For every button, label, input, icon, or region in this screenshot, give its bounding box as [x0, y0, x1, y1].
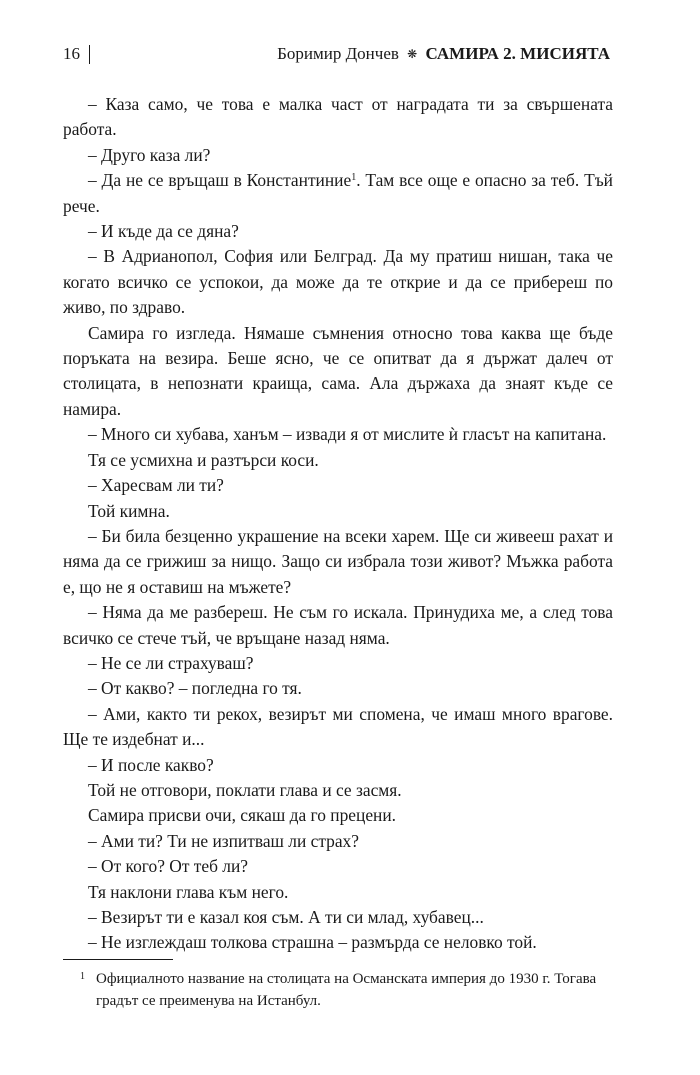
- paragraph: [63, 168, 613, 219]
- paragraph: – От какво? – погледна го тя.: [88, 678, 302, 699]
- footnote-text: Официалното название на столицата на Османската империя до 1930 г. Тогава градът се преименува на Истанбул.: [96, 971, 597, 1009]
- paragraph: – И после какво?: [88, 754, 214, 775]
- footnote: [63, 968, 623, 1012]
- paragraph-text: . Там все още е опасно за теб. Тъй рече.: [63, 170, 613, 216]
- paragraph: Самира присви очи, сякаш да го прецени.: [88, 805, 397, 826]
- paragraph: – Много си хубава, ханъм – извади я от мислите ѝ гласът на капитана.: [88, 424, 607, 445]
- header-divider: [89, 45, 90, 64]
- paragraph: – Би била безценно украшение на всеки харем. Ще си живееш рахат и няма да се грижиш за нищо. Защо си избрала този живот? Мъжка работа е, що не я оставиш на мъжете?: [63, 525, 613, 597]
- running-head: [277, 44, 610, 64]
- paragraph: – Везирът ти е казал коя съм. А ти си млад, хубавец...: [88, 907, 484, 927]
- footnote-reference: 1: [351, 172, 357, 184]
- paragraph: Той не отговори, поклати глава и се засмя.: [88, 779, 402, 800]
- footnote-mark: 1: [80, 971, 85, 982]
- body-text: [63, 92, 613, 956]
- page-header: [63, 44, 610, 68]
- paragraph-text: – Да не се връщаш в Константиние: [88, 170, 352, 191]
- paragraph: – Каза само, че това е малка част от наградата ти за свършената работа.: [63, 94, 613, 140]
- paragraph: – Харесвам ли ти?: [88, 475, 224, 496]
- paragraph: – Не изглеждаш толкова страшна – размърда се неловко той.: [88, 932, 537, 953]
- page-number: 16: [63, 44, 80, 63]
- book-title: САМИРА 2. МИСИЯТА: [425, 44, 610, 63]
- paragraph: – В Адрианопол, София или Белград. Да му пратиш нишан, така че когато всичко се успокои, да може да те открие и да се прибереш по живо, по здраво.: [63, 246, 613, 318]
- paragraph: – Друго каза ли?: [88, 144, 211, 165]
- footnote-divider: [63, 959, 173, 960]
- paragraph: – И къде да се дяна?: [88, 221, 239, 242]
- paragraph: Тя се усмихна и разтърси коси.: [88, 449, 319, 470]
- separator-ornament: ❋: [407, 47, 418, 61]
- paragraph: – Няма да ме разбереш. Не съм го искала. Принудиха ме, а след това всичко се стече тъй, че връщане назад няма.: [63, 602, 613, 648]
- paragraph: – Ами ти? Ти не изпитваш ли страх?: [88, 830, 359, 851]
- paragraph: Тя наклони глава към него.: [88, 881, 289, 902]
- paragraph: Той кимна.: [88, 500, 170, 521]
- paragraph: – Не се ли страхуваш?: [88, 652, 254, 673]
- paragraph: – От кого? От теб ли?: [88, 856, 248, 877]
- paragraph: – Ами, както ти рекох, везирът ми спомена, че имаш много врагове. Ще те издебнат и...: [63, 703, 613, 750]
- paragraph: Самира го изгледа. Нямаше съмнения относно това каква ще бъде поръката на везира. Беше ясно, че се опитват да я държат далеч от столицата, в непознати краища, сама. Ала държаха да знаят къде се намира.: [63, 322, 613, 419]
- author-name: Боримир Дончев: [277, 44, 399, 63]
